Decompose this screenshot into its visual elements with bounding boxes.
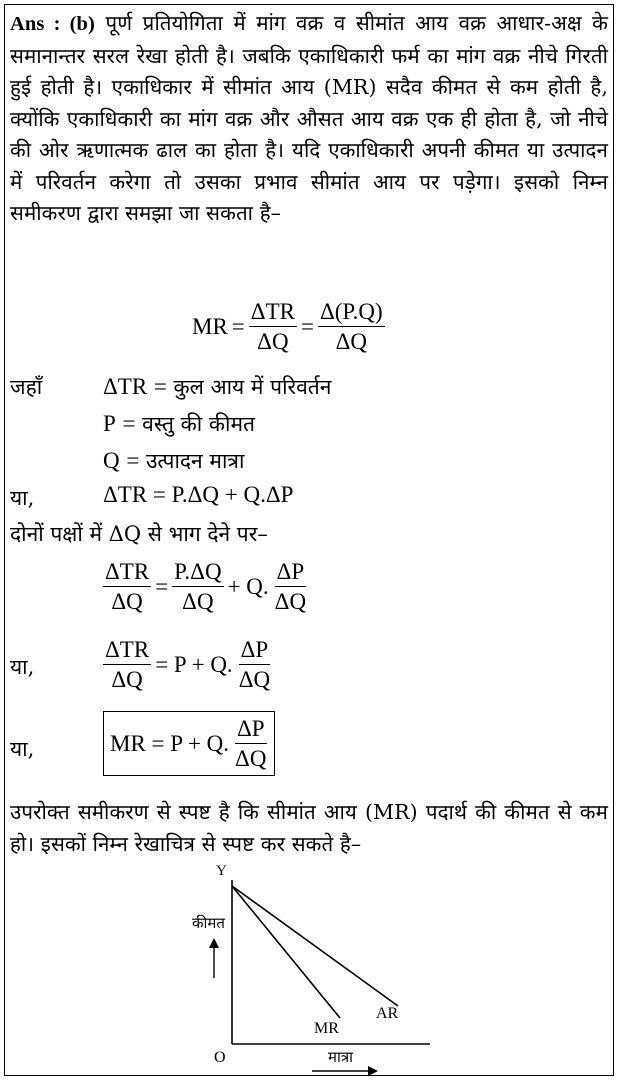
- step3-equation: $\frac{\text{ΔTR}}{\Delta Q}$ = P + Q. $\frac{\Delta P}{\Delta Q}$: [105, 637, 271, 692]
- mr-symbol: MR: [192, 313, 228, 339]
- main-equation: [192, 298, 385, 355]
- equals-sign: =: [231, 313, 245, 339]
- divide-instruction: दोनों पक्षों में ΔQ से भाग देने पर–: [10, 522, 268, 546]
- equals-sign-2: =: [300, 313, 314, 339]
- price-label: कीमत: [192, 916, 225, 932]
- mr-label: MR: [314, 1020, 339, 1037]
- intro-text: पूर्ण प्रतियोगिता में मांग वक्र व सीमांत आय वक्र आधार-अक्ष के समानान्तर सरल रेखा होती है। जबकि एकाधिकारी फर्म का मांग वक्र नीचे गिरती हुई होती है। एकाधिकार में सीमांत आय (MR) सदैव कीमत से कम होती है, क्योंकि एकाधिकारी का मांग वक्र और औसत आय वक्र एक ही होता है, जो नीचे की ओर ऋणात्मक ढाल का होता है। यदि एकाधिकारी अपनी कीमत या उत्पादन में परिवर्तन करेगा तो उसका प्रभाव सीमांत आय पर पड़ेगा। इसको निम्न समीकरण द्वारा समझा जा सकता है–: [10, 11, 609, 225]
- definition-row-tr: ΔTR = कुल आय में परिवर्तन: [103, 374, 332, 399]
- definition-row-q: Q = उत्पादन मात्रा: [103, 448, 245, 473]
- origin-label: O: [214, 1049, 226, 1066]
- definition-row-p: P = वस्तु की कीमत: [103, 411, 255, 436]
- step4-label: या,: [10, 737, 35, 761]
- y-axis-label: Y: [216, 863, 227, 879]
- final-equation-box: MR = P + Q. $\frac{\Delta P}{\Delta Q}$: [103, 711, 275, 776]
- price-arrow-head: [209, 938, 219, 948]
- where-label: जहाँ: [10, 375, 43, 399]
- step1-label: या,: [10, 486, 35, 510]
- quantity-arrow-head: [368, 1066, 378, 1076]
- step2-equation: $\frac{\text{ΔTR}}{\Delta Q}$ = $\frac{P.\Delta Q}{\Delta Q}$ + Q. $\frac{\Delta P}{\Delta Q}$: [105, 559, 307, 614]
- fraction-delta-pq: $\frac{\Delta(P.Q)}{\Delta Q}$: [319, 299, 383, 354]
- conclusion-paragraph: उपरोक्त समीकरण से स्पष्ट है कि सीमांत आय (MR) पदार्थ की कीमत से कम हो। इसकों निम्न रेखाचित्र से स्पष्ट कर सकते है–: [10, 800, 608, 856]
- mr-ar-diagram: [0, 860, 620, 1080]
- ar-label: AR: [376, 1005, 399, 1022]
- step1-expression: ΔTR = P.ΔQ + Q.ΔP: [103, 482, 294, 507]
- step3-label: या,: [10, 655, 35, 679]
- fraction-delta-tr: $\frac{\text{ΔTR}}{\Delta Q}$: [250, 299, 295, 354]
- answer-label: Ans : (b): [10, 13, 95, 35]
- intro-paragraph: [10, 8, 608, 230]
- quantity-label: मात्रा: [328, 1050, 354, 1066]
